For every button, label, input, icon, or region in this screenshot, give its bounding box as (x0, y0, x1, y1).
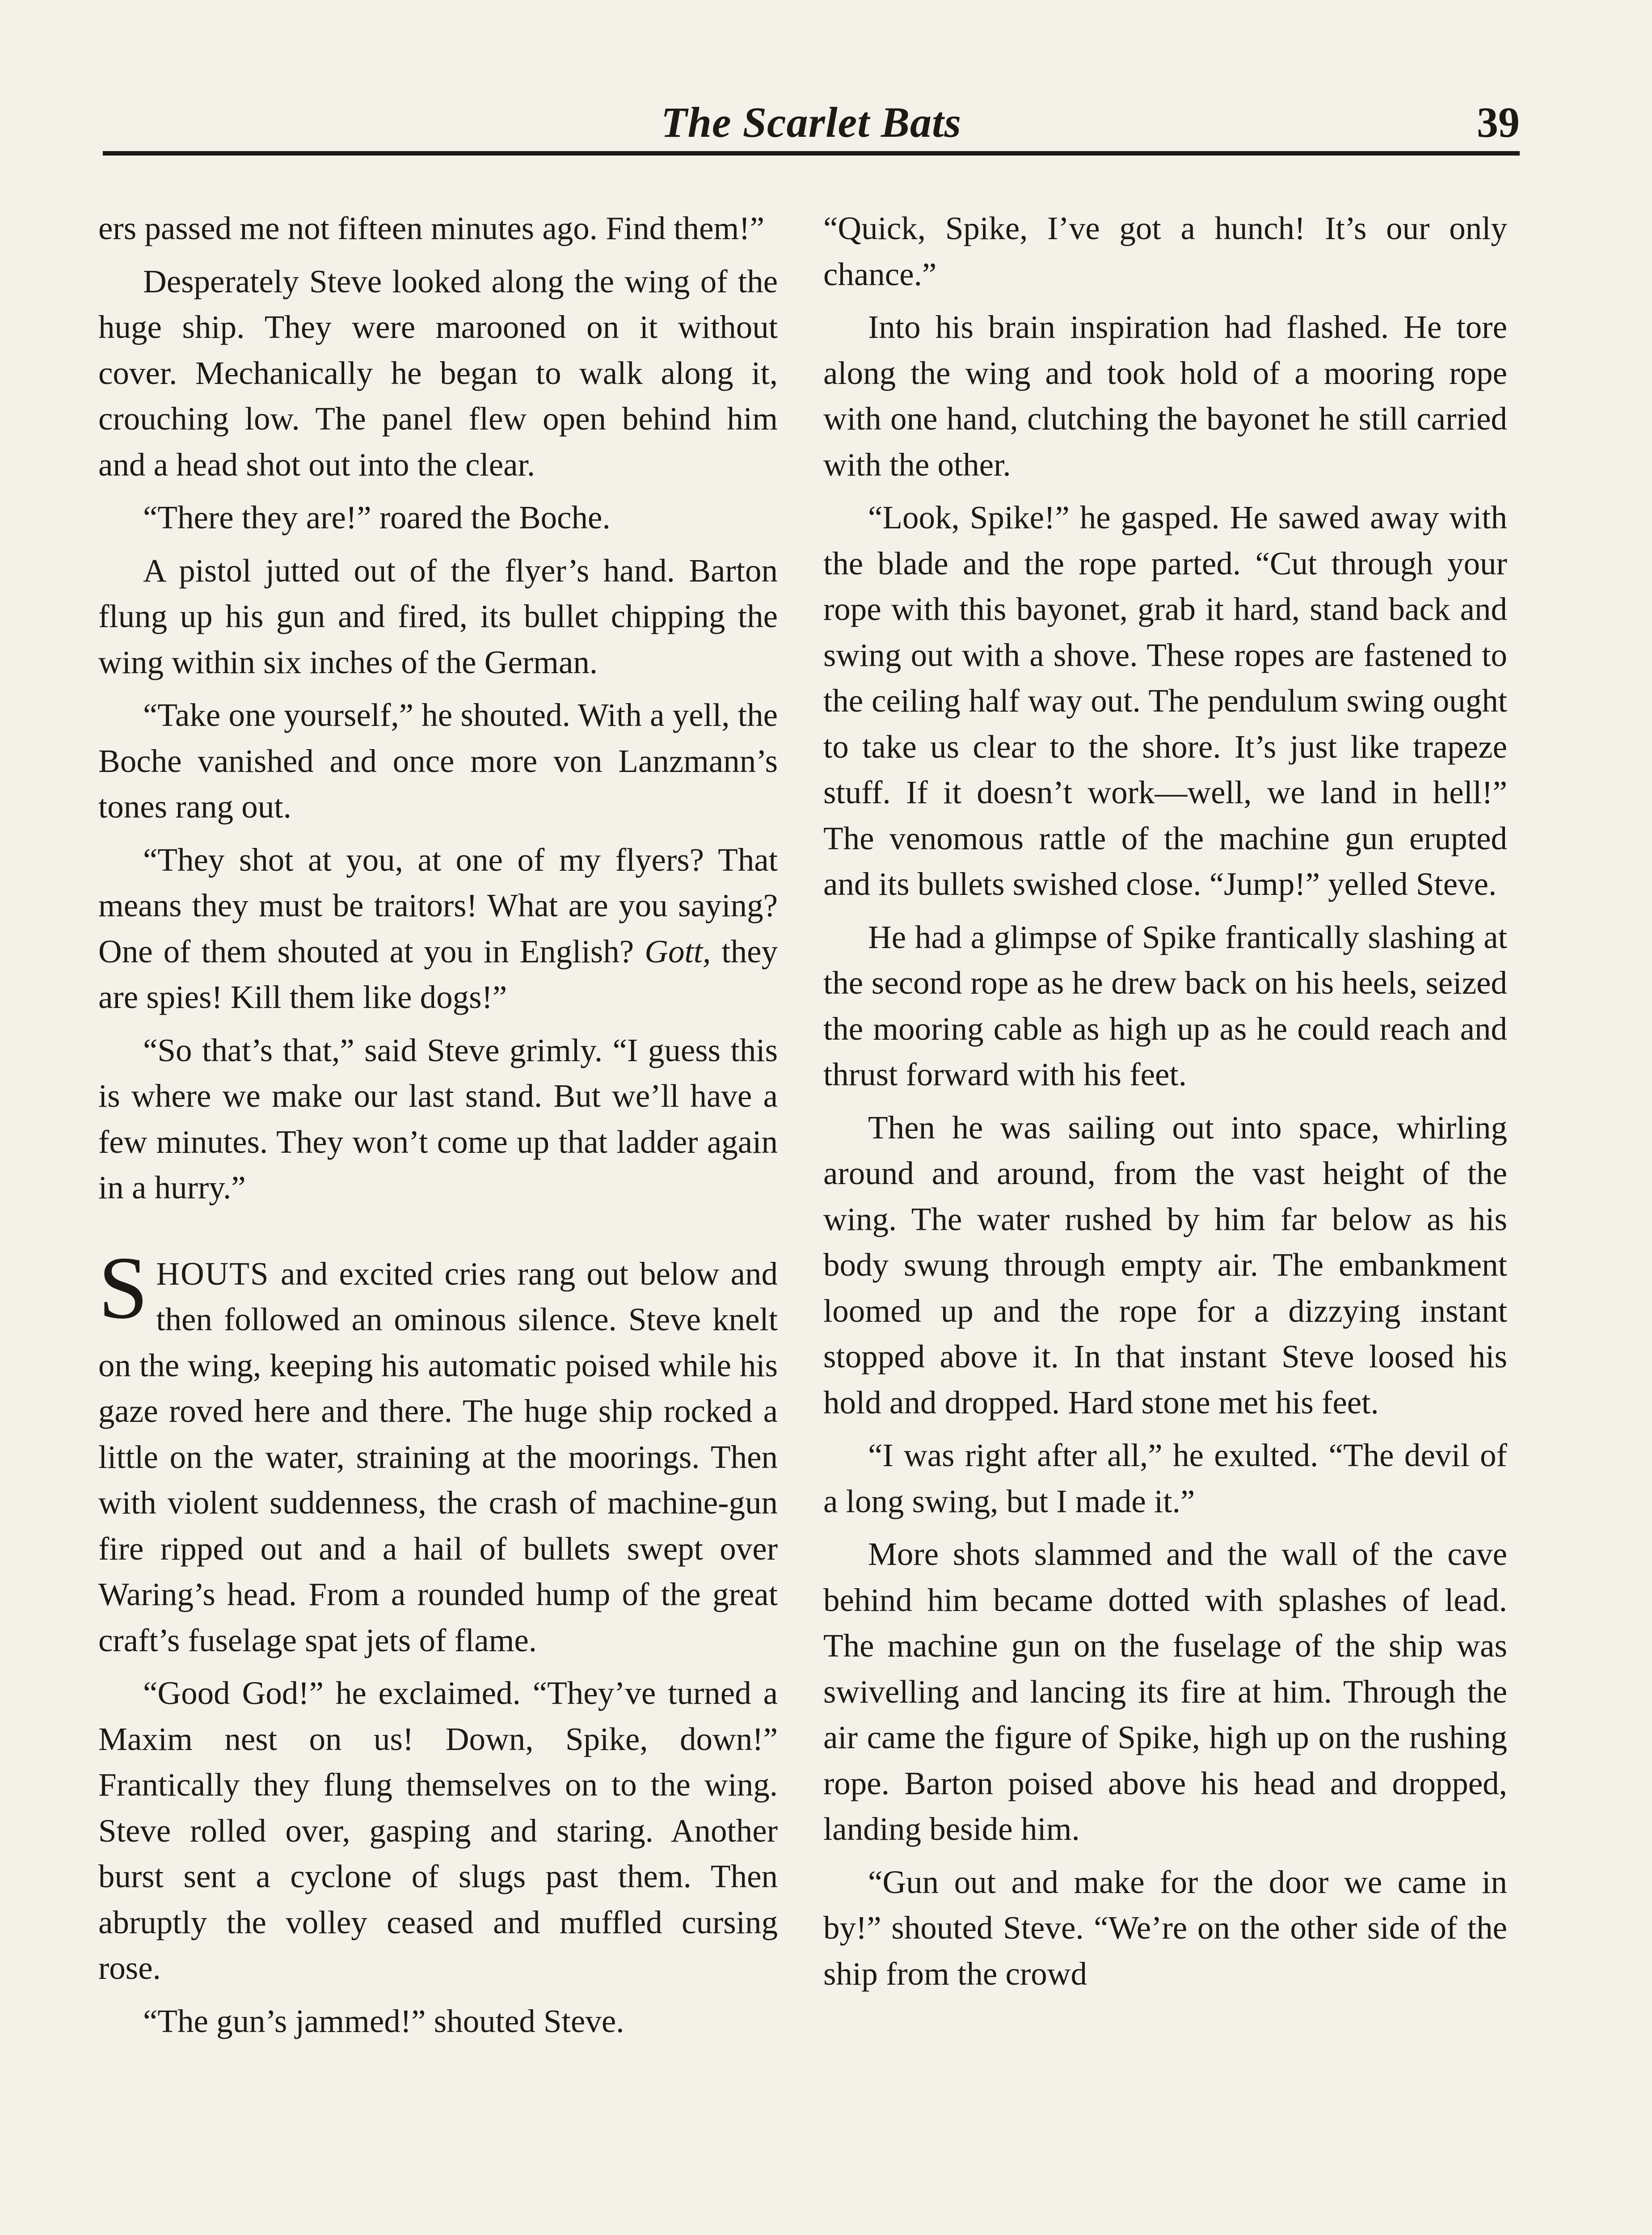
paragraph: He had a glimpse of Spike frantically slashing at the second rope as he drew back on his heels, seized the mooring cable as high up as he could reach and thrust forward with his feet. (823, 919, 1507, 1092)
paragraph: A pistol jutted out of the flyer’s hand. Barton flung up his gun and fired, its bullet chipping the wing within six inches of the German. (98, 552, 778, 680)
paragraph: “Look, Spike!” he gasped. He sawed away with the blade and the rope parted. “Cut through your rope with this bayonet, grab it hard, stand back and swing out with a shove. These ropes are fastened to the ceiling half way out. The pendulum swing ought to take us clear to the shore. It’s just like trapeze stuff. If it doesn’t work—well, we land in hell!” The venomous rattle of the machine gun erupted and its bullets swished close. “Jump!” yelled Steve. (823, 499, 1507, 902)
italic-word: Gott, (645, 933, 711, 970)
right-column (823, 206, 1507, 2004)
text-run: “They shot at you, at one of my flyers? That means they must be traitors! What are you saying? One of them shouted at you in English? (98, 841, 778, 970)
paragraph: Desperately Steve looked along the wing of the huge ship. They were marooned on it without cover. Mechanically he began to walk along it, crouching low. The panel flew open behind him and a head shot out into the clear. (98, 263, 778, 483)
paragraph: “Gun out and make for the door we came in by!” shouted Steve. “We’re on the other side of the ship from the crowd (823, 1864, 1507, 1992)
paragraph (98, 837, 778, 1021)
page-number: 39 (1477, 98, 1520, 146)
left-column (98, 206, 778, 2051)
section-opening-paragraph (98, 1238, 778, 1664)
paragraph: “Quick, Spike, I’ve got a hunch! It’s our only chance.” (823, 210, 1507, 292)
text-run: they are spies! Kill them like dogs!” (98, 933, 778, 1015)
paragraph: “The gun’s jammed!” shouted Steve. (143, 2003, 624, 2039)
paragraph: “Good God!” he exclaimed. “They’ve turned a Maxim nest on us! Down, Spike, down!” Frantically they flung themselves on to the wing. Steve rolled over, gasping and staring. Another burst sent a cyclone of slugs past them. Then abruptly the volley ceased and muffled cursing rose. (98, 1675, 778, 1986)
paragraph: Then he was sailing out into space, whirling around and around, from the vast height of the wing. The water rushed by him far below as his body swung through empty air. The embankment loomed up and the rope for a dizzying instant stopped above it. In that instant Steve loosed his hold and dropped. Hard stone met his feet. (823, 1109, 1507, 1421)
paragraph: “Take one yourself,” he shouted. With a yell, the Boche vanished and once more von Lanzmann’s tones rang out. (98, 697, 778, 825)
paragraph: “So that’s that,” said Steve grimly. “I guess this is where we make our last stand. But we’ll have a few minutes. They won’t come up that ladder again in a hurry.” (98, 1032, 778, 1206)
paragraph: “I was right after all,” he exulted. “The devil of a long swing, but I made it.” (823, 1437, 1507, 1519)
text-run: and excited cries rang out below and then followed an ominous silence. Steve knelt on the wing, keeping his automatic poised while his gaze roved here and there. The huge ship rocked a little on the water, straining at the moorings. Then with violent suddenness, the crash of machine-gun fire ripped out and a hail of bullets swept over Waring’s head. From a rounded hump of the great craft’s fuselage spat jets of flame. (98, 1255, 778, 1658)
paragraph: Into his brain inspiration had flashed. He tore along the wing and took hold of a mooring rope with one hand, clutching the bayonet he still carried with the other. (823, 309, 1507, 483)
small-caps-lead: HOUTS (156, 1255, 270, 1292)
paragraph: More shots slammed and the wall of the cave behind him became dotted with splashes of lead. The machine gun on the fuselage of the ship was swivelling and lancing its fire at him. Through the air came the figure of Spike, high up on the rushing rope. Barton poised above his head and dropped, landing beside him. (823, 1536, 1507, 1847)
paragraph: ers passed me not fifteen minutes ago. Find them!” (98, 210, 765, 246)
page-header (103, 89, 1520, 156)
header-rule (103, 151, 1520, 156)
running-title: The Scarlet Bats (661, 98, 961, 146)
drop-cap: S (98, 1238, 148, 1337)
paragraph: “There they are!” roared the Boche. (143, 499, 611, 536)
